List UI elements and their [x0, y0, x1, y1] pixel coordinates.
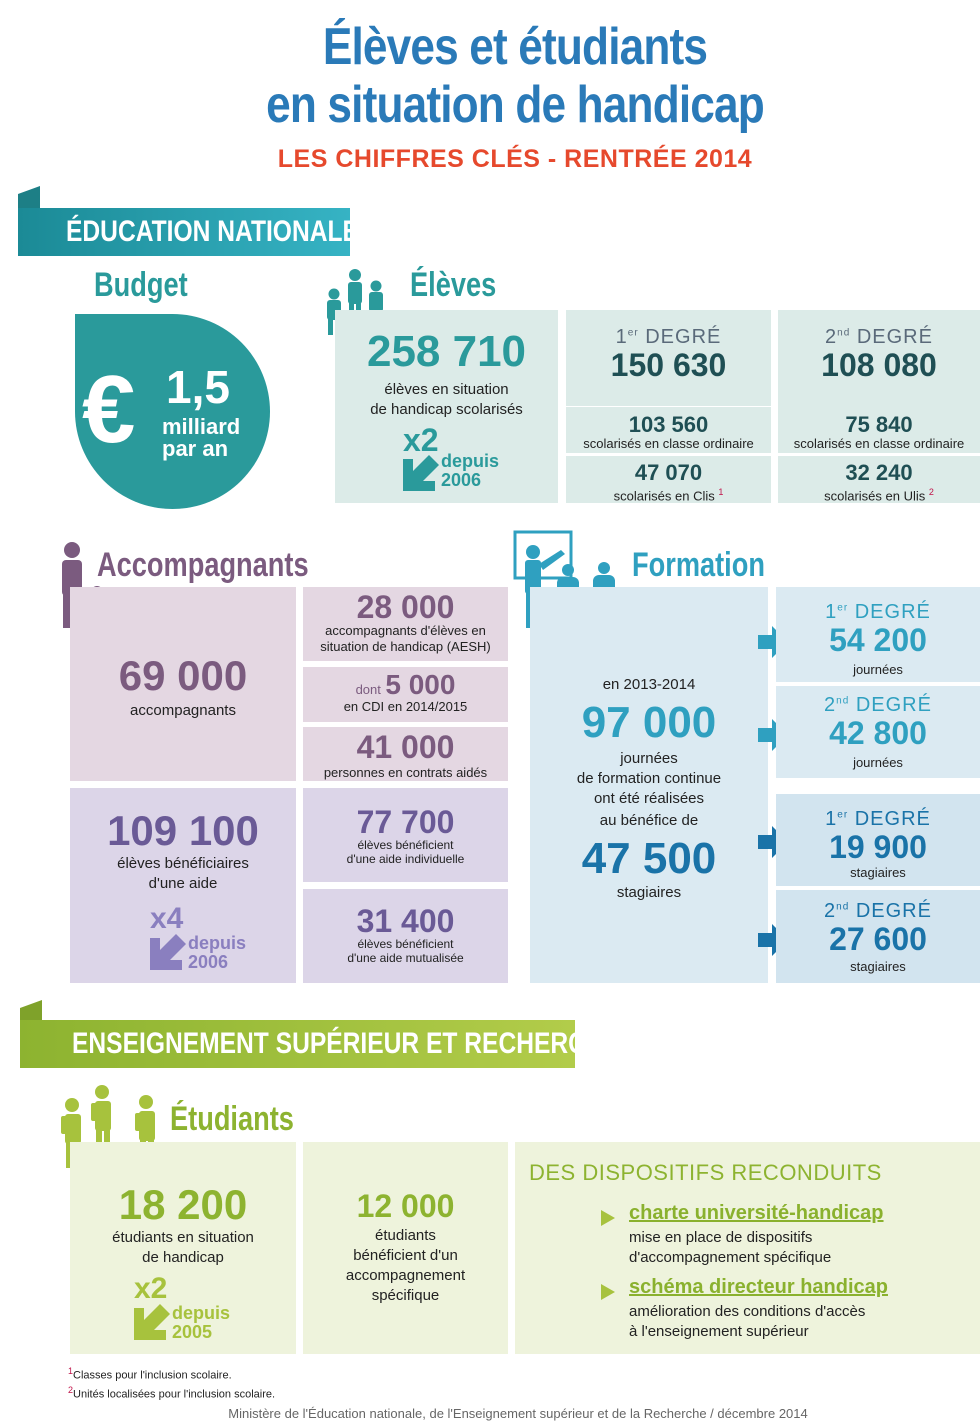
- degree2-value: 108 080: [821, 347, 937, 383]
- accompagnants-heading: Accompagnants: [97, 546, 309, 584]
- arrow-up-right-icon: [150, 934, 186, 970]
- dispositifs-box: [515, 1142, 980, 1354]
- formation-item-4-desc: stagiaires: [850, 959, 906, 974]
- schema-desc1: amélioration des conditions d'accès: [629, 1303, 866, 1320]
- superieur-banner: [20, 1020, 621, 1068]
- education-banner-label: ÉDUCATION NATIONALE: [66, 215, 359, 248]
- charte-link[interactable]: charte université-handicap: [629, 1202, 884, 1224]
- title-line-1: Élèves et étudiants: [322, 18, 708, 76]
- formation-item-3: 1er DEGRÉ 19 900 stagiaires: [776, 794, 980, 886]
- aesh-desc1: accompagnants d'élèves en: [325, 623, 486, 638]
- eleves-degree2-box: [778, 310, 980, 503]
- formation-period: en 2013-2014: [602, 676, 696, 693]
- etudiants-desc1: étudiants en situation: [112, 1229, 254, 1246]
- accomp-total-box: [70, 587, 296, 781]
- bullet-triangle-icon: [601, 1210, 615, 1226]
- budget-amount: 1,5: [166, 361, 230, 413]
- divider: [566, 453, 771, 456]
- bullet-triangle-icon: [601, 1284, 615, 1300]
- mutu-value: 31 400: [356, 903, 455, 939]
- budget-period: par an: [162, 436, 229, 461]
- etudiants-heading: Étudiants: [170, 1100, 294, 1138]
- accomp-spec-value: 12 000: [356, 1188, 455, 1224]
- degree1-special-desc: scolarisés en Clis $^1$: [613, 487, 724, 504]
- footnote-2: $^2$Unités localisées pour l'inclusion scolaire.: [68, 1384, 276, 1401]
- charte-desc1: mise en place de dispositifs: [629, 1229, 813, 1246]
- schema-desc2: à l'enseignement supérieur: [629, 1323, 809, 1340]
- schema-link[interactable]: schéma directeur handicap: [629, 1276, 888, 1298]
- formation-item-3-value: 19 900: [829, 829, 927, 865]
- degree1-ordinary-desc: scolarisés en classe ordinaire: [583, 436, 754, 451]
- etudiants-total-box: [70, 1142, 296, 1354]
- beneficiaires-box: [70, 788, 296, 983]
- benef-multiplier: x4: [150, 902, 184, 935]
- indiv-box: [303, 788, 508, 882]
- divider: [778, 453, 980, 456]
- eleves-total-box: [335, 310, 558, 503]
- formation-desc4: au bénéfice de: [599, 812, 699, 829]
- formation-trainees: 47 500: [581, 834, 717, 883]
- formation-item-1-value: 54 200: [829, 622, 927, 658]
- formation-desc3: ont été réalisées: [593, 790, 705, 807]
- aesh-value: 28 000: [356, 589, 455, 625]
- budget-unit: milliard: [162, 414, 241, 439]
- aides-box: [303, 727, 508, 781]
- euro-icon: €: [82, 356, 136, 463]
- formation-item-4-value: 27 600: [829, 921, 927, 957]
- dispositifs-heading: DES DISPOSITIFS RECONDUITS: [529, 1160, 882, 1185]
- superieur-banner-label: ENSEIGNEMENT SUPÉRIEUR ET RECHERCHE: [72, 1027, 621, 1060]
- cdi-desc: en CDI en 2014/2015: [343, 699, 468, 714]
- mutu-desc2: d'une aide mutualisée: [347, 951, 464, 965]
- eleves-heading: Élèves: [410, 266, 497, 304]
- benef-desc2: d'une aide: [148, 875, 218, 892]
- formation-main-box: [530, 587, 768, 983]
- degree2-ordinary-desc: scolarisés en classe ordinaire: [793, 436, 965, 451]
- eleves-total-desc2: de handicap scolarisés: [370, 401, 523, 418]
- eleves-degree1-box: [566, 310, 771, 503]
- benef-desc1: élèves bénéficiaires: [117, 855, 249, 872]
- accomp-total: 69 000: [118, 652, 248, 699]
- degree2-special-desc: scolarisés en Ulis $^2$: [824, 487, 934, 504]
- accomp-spec-desc4: spécifique: [371, 1287, 440, 1304]
- aesh-desc2: situation de handicap (AESH): [320, 639, 491, 654]
- accomp-spec-desc1: étudiants: [375, 1227, 436, 1244]
- formation-trainees-desc: stagiaires: [616, 884, 682, 901]
- accomp-spec-box: [303, 1142, 508, 1354]
- etudiants-multiplier: x2: [134, 1272, 168, 1305]
- mutu-box: [303, 889, 508, 983]
- formation-item-2-value: 42 800: [829, 715, 927, 751]
- indiv-desc1: élèves bénéficient: [357, 838, 454, 852]
- formation-desc1: journées: [620, 750, 678, 767]
- formation-days: 97 000: [581, 698, 717, 747]
- eleves-total-desc1: élèves en situation: [384, 381, 509, 398]
- degree2-label: 2nd DEGRÉ: [825, 326, 933, 348]
- degree1-label: 1er DEGRÉ: [615, 326, 722, 348]
- budget-heading: Budget: [94, 266, 188, 304]
- etudiants-total: 18 200: [118, 1181, 248, 1228]
- etudiants-since: depuis 2005: [172, 1303, 231, 1342]
- accomp-spec-desc2: bénéficient d'un: [353, 1247, 458, 1264]
- aesh-box: [303, 587, 508, 661]
- accomp-spec-desc3: accompagnement: [345, 1267, 466, 1284]
- eleves-multiplier: x2: [403, 422, 439, 458]
- degree2-special-value: 32 240: [845, 460, 913, 485]
- degree1-special-value: 47 070: [634, 460, 703, 485]
- page-subtitle: LES CHIFFRES CLÉS - RENTRÉE 2014: [277, 145, 753, 173]
- eleves-total: 258 710: [366, 327, 527, 376]
- page-title: [77, 18, 953, 134]
- footnotes: [68, 1364, 275, 1401]
- formation-item-1: 1er DEGRÉ 54 200 journées: [776, 587, 980, 682]
- education-banner: [18, 208, 359, 256]
- accomp-total-desc: accompagnants: [130, 702, 236, 719]
- eleves-since: depuis 2006: [441, 451, 500, 490]
- aides-desc: personnes en contrats aidés: [323, 765, 488, 780]
- formation-heading: Formation: [632, 546, 765, 584]
- degree1-value: 150 630: [610, 347, 727, 383]
- charte-desc2: d'accompagnement spécifique: [629, 1249, 832, 1266]
- degree2-ordinary-value: 75 840: [845, 412, 913, 437]
- aides-value: 41 000: [356, 729, 455, 765]
- arrow-up-right-icon: [403, 455, 439, 491]
- mutu-desc1: élèves bénéficient: [357, 937, 454, 951]
- beneficiaires-value: 109 100: [107, 807, 259, 854]
- cdi-box: [303, 667, 508, 722]
- footnote-1: $^1$Classes pour l'inclusion scolaire.: [68, 1366, 232, 1382]
- formation-item-2-desc: journées: [853, 755, 903, 770]
- formation-desc2: de formation continue: [576, 770, 722, 787]
- formation-item-4: 2nd DEGRÉ 27 600 stagiaires: [776, 890, 980, 983]
- formation-item-3-desc: stagiaires: [850, 865, 906, 880]
- benef-since: depuis 2006: [188, 933, 247, 972]
- indiv-value: 77 700: [356, 804, 455, 840]
- formation-item-2: 2nd DEGRÉ 42 800 journées: [776, 686, 980, 778]
- title-line-2: en situation de handicap: [266, 76, 764, 134]
- arrow-up-right-icon: [134, 1304, 170, 1340]
- etudiants-desc2: de handicap: [142, 1249, 224, 1266]
- footer: Ministère de l'Éducation nationale, de l'Enseignement supérieur et de la Recherche / décembre 2014: [228, 1406, 808, 1421]
- indiv-desc2: d'une aide individuelle: [346, 852, 465, 866]
- cdi-line: dont 5 000: [355, 669, 456, 700]
- degree1-ordinary-value: 103 560: [628, 412, 709, 437]
- formation-item-1-desc: journées: [853, 662, 903, 677]
